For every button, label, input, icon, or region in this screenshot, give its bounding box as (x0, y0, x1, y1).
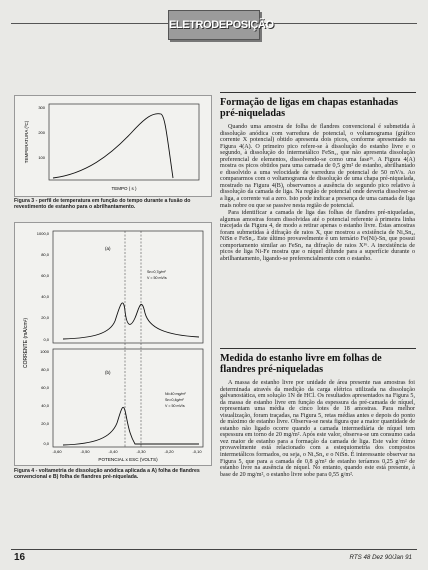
section-banner (168, 10, 274, 40)
ytick-b: 80,0 (41, 367, 49, 372)
figure-4-xlabel: POTENCIAL x ESC (VOLTS) (98, 457, 158, 462)
article-1-paragraph: Para identificar a camada de liga das folhas de flandres pré-niqueladas, algumas amostras foram dissolvidas até o potencial referente à primeira linha tracejada da Figura 4, de modo a retirar apenas o estanho livre. Estas amostras foram submetidas à difração de raios X, que mostrou a existência de Ni₃Sn₄, NiSn e FeSn₂. Este último provavelmente é um ternário Fe(Ni)-Sn, que possui comportamento similar ao FeSn₂ na difração de raios X¹⁶. A inexistência de picos de liga Ni-Fe mostra que o níquel difunde para a superfície durante o abrilhantamento, ligando-se preferencialmente com o estanho. (220, 210, 415, 262)
issue-info: RTS 48 Dez 90/Jan 91 (349, 554, 412, 561)
ytick-a: 40,0 (41, 294, 49, 299)
xtick: -0,50 (80, 449, 90, 454)
panel-a-label: (a) (105, 246, 111, 251)
article-2 (220, 353, 415, 479)
xtick: -0,10 (192, 449, 202, 454)
article-1-title: Formação de ligas em chapas estanhadas pré-niqueladas (220, 97, 398, 119)
xtick: -0,30 (136, 449, 146, 454)
xtick: -0,40 (108, 449, 118, 454)
figure-3-ytick: 300 (38, 105, 45, 110)
voltammogram-b (63, 407, 199, 445)
figure-3-ytick: 200 (38, 130, 45, 135)
figure-3-ylabel: TEMPERATURA (ºC) (24, 120, 29, 164)
panel-b-label: (b) (105, 370, 111, 375)
footer-rule (11, 549, 417, 550)
figure-4-caption: Figura 4 - voltametria de dissolução anódica aplicada a A) folha de flandres convencional e B) folha de flandres pré-niquelada. (14, 468, 200, 481)
article-2-paragraph: A massa de estanho livre por unidade de área presente nas amostras foi determinada através da medição da carga elétrica utilizada na dissolução galvanostática, em solução 1N de HCl. Os resultados apresentados na Figura 5, da massa de estanho livre em função da espessura da pré-camada de níquel, representam uma média de cinco lotes de 18 amostras. Para melhor visualização, foram traçadas, na Figura 5, retas médias antes e depois do ponto de máximo de estanho livre. Observa-se nesta figura que a maior quantidade de estanho não ligado ocorre quando a camada intermediária de níquel tem espessura em torno de 20 mg/m². Após este valor, observa-se um consumo cada vez maior de estanho para a formação da camada de liga. Este valor ótimo provavelmente está relacionado com a estequiometria dos compostos intermetálicos formados, ou seja, o Ni₃Sn₄ e o NiSn. É interessante observar na Figura 5, que para a camada de 0,8 g/m² de estanho teríamos 0,25 g/m² de estanho livre na ausência de níquel. No entanto, quando este está presente, à base de 20 mg/m², o estanho livre sobe para 0,55 g/m². (220, 380, 415, 478)
figure-3 (14, 95, 212, 197)
ytick-b: 1000 (40, 349, 49, 354)
figure-4 (14, 222, 212, 466)
ytick-a: 20,0 (41, 315, 49, 320)
legend-b-line: V = 50 mV/s (165, 404, 185, 408)
section-title: ELETRODEPOSIÇÃO (169, 19, 274, 31)
article-1-rule (220, 92, 416, 93)
article-2-title: Medida do estanho livre em folhas de flandres pré-niqueladas (220, 353, 382, 375)
xtick: -0,20 (164, 449, 174, 454)
figure-4-yticks-a (37, 231, 50, 342)
ytick-b: 60,0 (41, 385, 49, 390)
figure-3-xlabel: TEMPO ( s ) (111, 186, 137, 191)
article-1-paragraph: Quando uma amostra de folha de flandres convencional é submetida à dissolução anódica com varredura de potencial, o voltamograma (gráfico corrente X potencial) obtido apresenta dois picos, conforme apresentado na Figura 4(A). O primeiro pico refere-se à dissolução do estanho livre e o segundo, à dissolução do intermetálico FeSn₂, que não apresenta dissolução preferencial de elementos, dissolvendo-se como uma fase¹⁶. A Figura 4(A) mostra os picos obtidos para uma camada de 0,5 g/m² de estanho, abrilhantado e dissolvido a uma velocidade de varredura de potencial de 50 mV/s. Ao compararmos com o voltamograma de dissolução de uma chapa pré-niquelada, mostrado na Figura 4(B), observamos a ausência do segundo pico relativo à dissolução da camada de liga. Na região de potencial onde deveria dissolver-se a liga, a corrente vai a zero. Isto pode indicar a presença de uma camada de liga mais nobre ou que se passive nesta região de potencial. (220, 124, 415, 209)
figure-4-panel-a (53, 231, 203, 343)
ytick-a: 1000,0 (36, 231, 49, 236)
figure-4-ylabel: CORRENTE (mA/cm²) (23, 318, 29, 368)
ytick-b: 0,0 (43, 441, 49, 446)
ytick-a: 80,0 (41, 252, 49, 257)
voltammogram-a (63, 303, 199, 339)
ytick-a: 0,0 (43, 337, 49, 342)
page-number: 16 (14, 552, 26, 563)
figure-3-ytick: 100 (38, 155, 45, 160)
ytick-b: 40,0 (41, 403, 49, 408)
legend-b-line: Ni=40 mg/m² (165, 392, 186, 396)
figure-3-chart (15, 96, 211, 196)
figure-4-chart (15, 223, 211, 465)
legend-a-line: Sn=0,7g/m² (147, 270, 166, 274)
figure-3-plot-area (49, 104, 199, 180)
figure-4-xticks (52, 449, 202, 454)
figure-4-yticks-b (40, 349, 50, 446)
legend-b-line: Sn=0,4g/m² (165, 398, 184, 402)
figure-3-caption: Figura 3 - perfil de temperatura em função do tempo durante a fusão do revestimento de estanho para o abrilhantamento. (14, 198, 191, 211)
xtick: -0,60 (52, 449, 62, 454)
ytick-b: 20,0 (41, 421, 49, 426)
article-1 (220, 97, 415, 263)
article-2-rule (220, 348, 416, 349)
figure-3-curve (53, 114, 173, 178)
legend-a-line: V = 50 mV/s (147, 276, 167, 280)
ytick-a: 60,0 (41, 273, 49, 278)
